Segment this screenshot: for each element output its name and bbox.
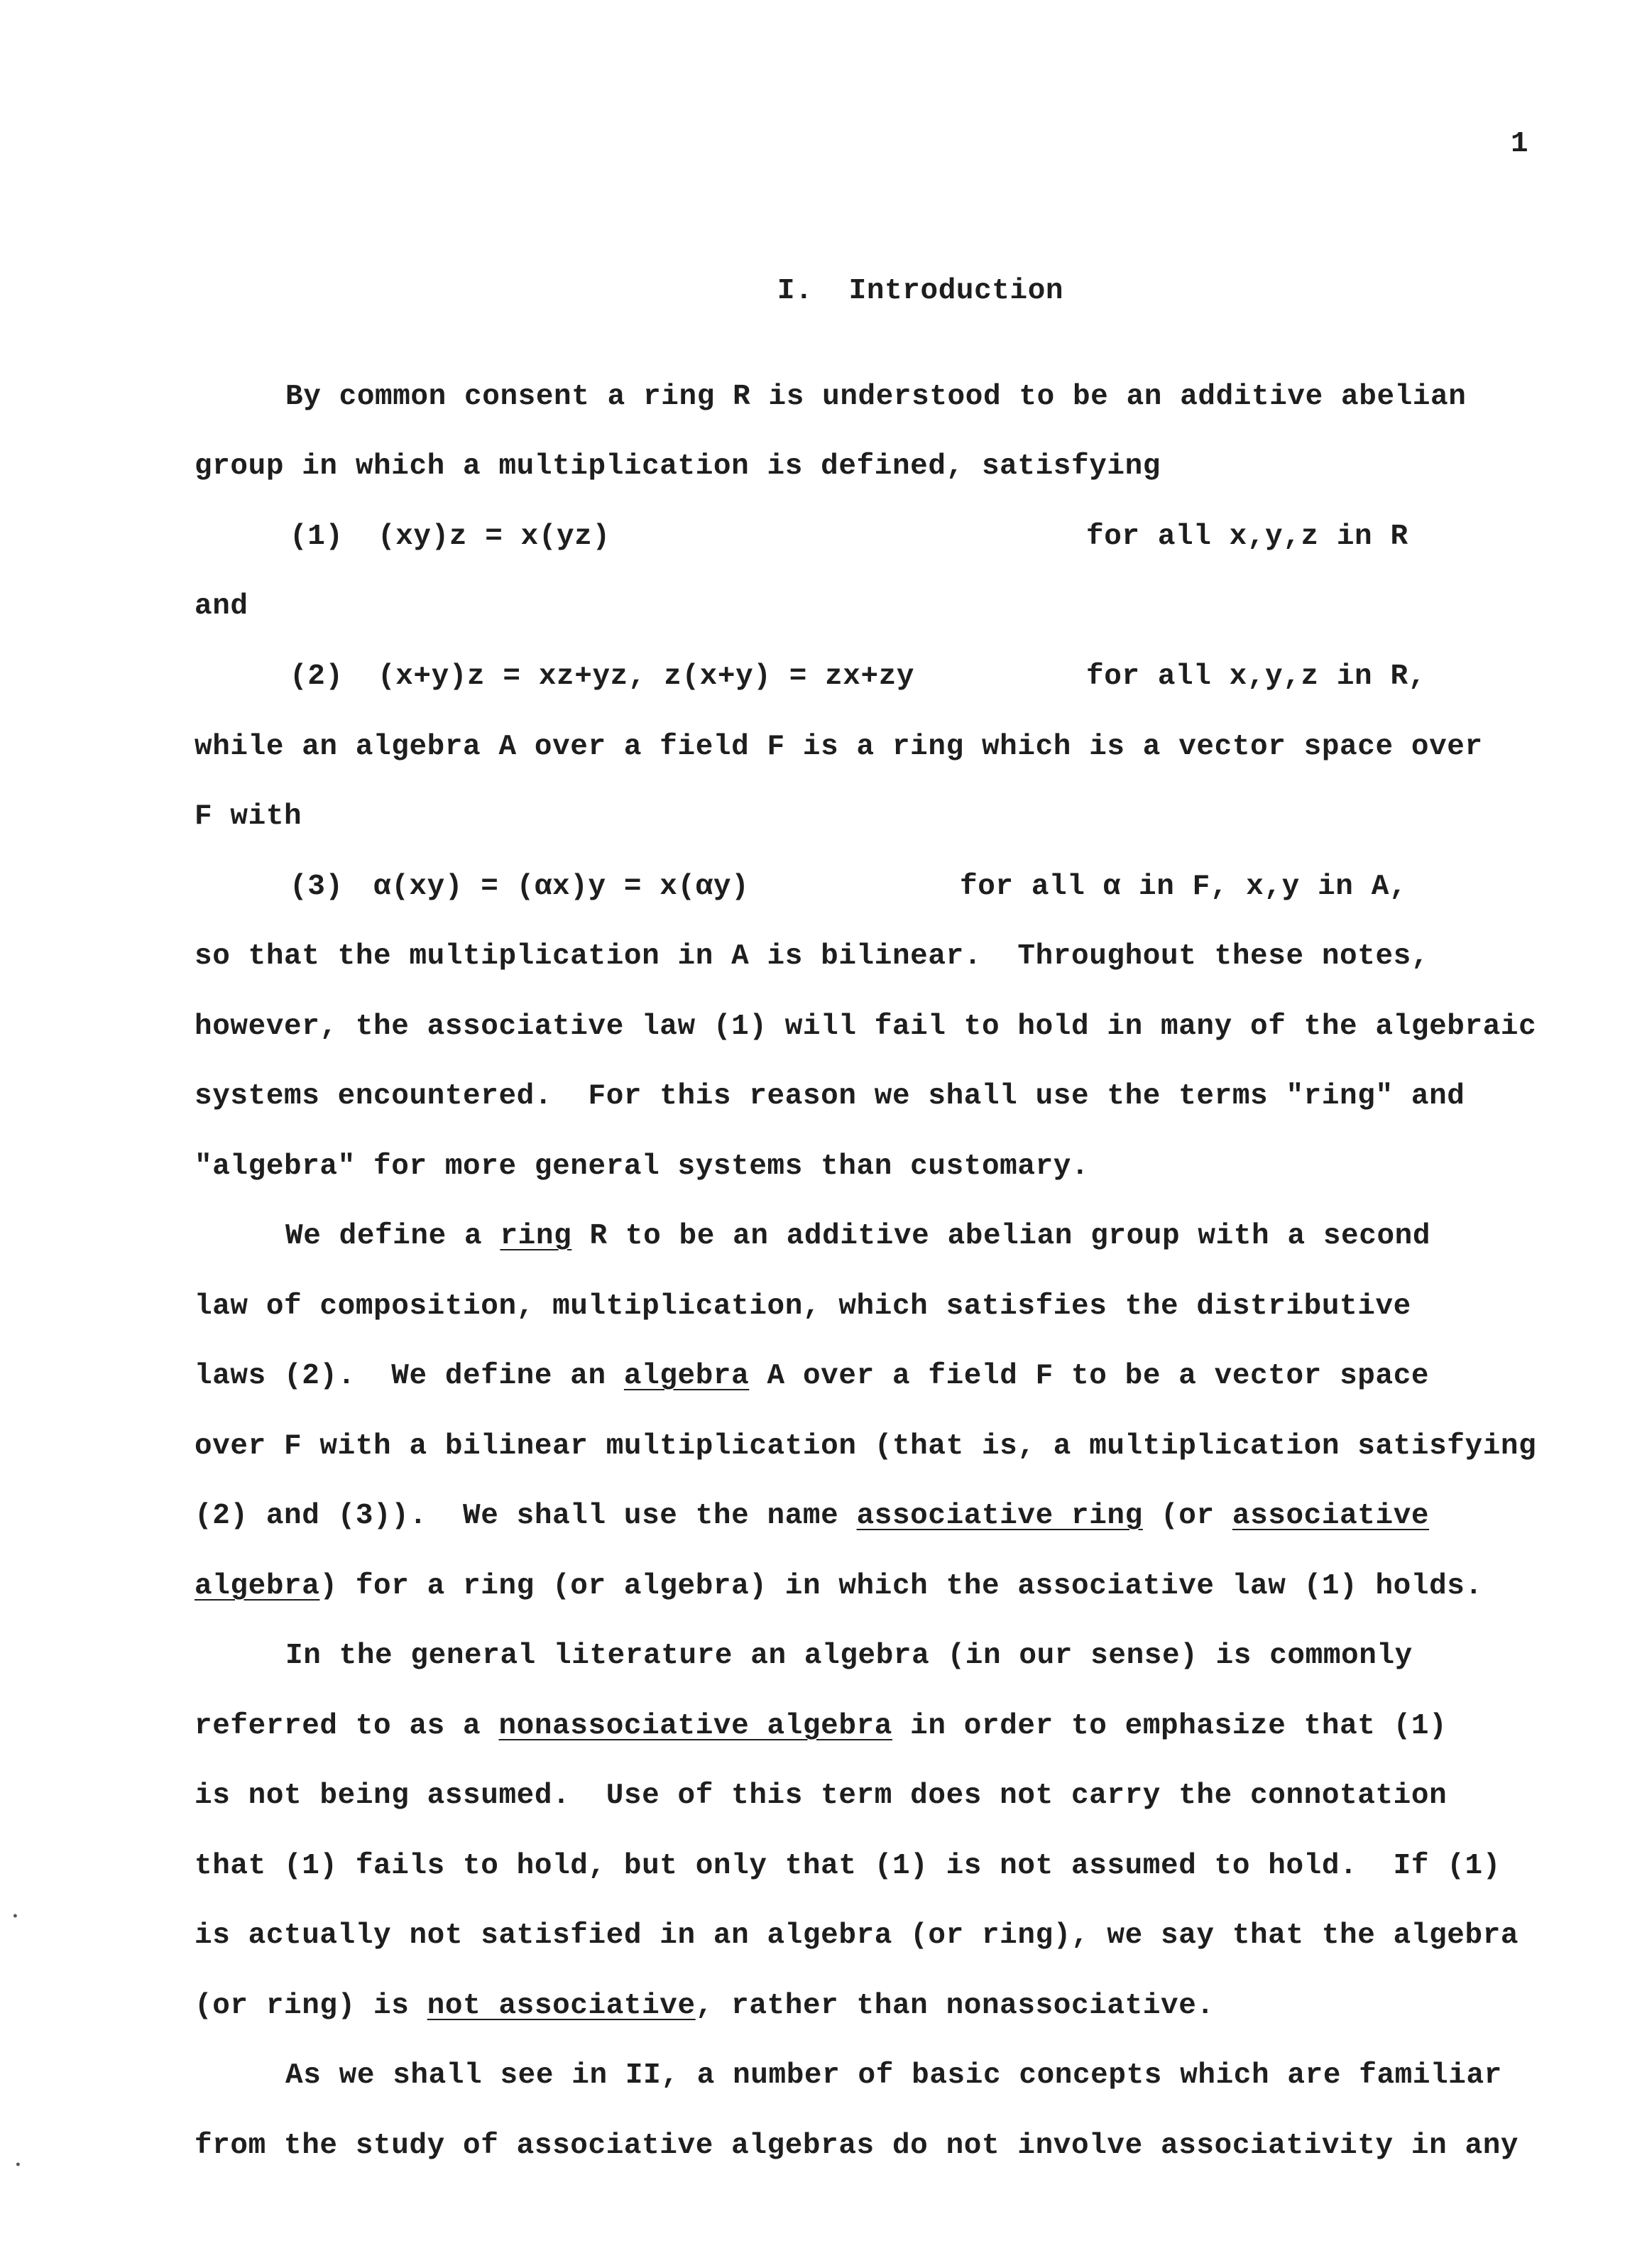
text-line: By common consent a ring R is understood to be an additive abelian xyxy=(285,381,1467,413)
text-run: R to be an additive abelian group with a second xyxy=(571,1220,1431,1253)
underlined-term: algebra xyxy=(195,1570,320,1603)
equation-label: (2) xyxy=(290,660,344,693)
text-line: so that the multiplication in A is bilinear. Throughout these notes, xyxy=(195,940,1430,973)
text-line: from the study of associative algebras do not involve associativity in any xyxy=(195,2130,1519,2162)
underlined-term: associative xyxy=(1232,1500,1430,1532)
underlined-term: associative ring xyxy=(856,1500,1143,1532)
text-run: ) for a ring (or algebra) in which the associative law (1) holds. xyxy=(319,1570,1483,1603)
text-line: over F with a bilinear multiplication (that is, a multiplication satisfying xyxy=(195,1430,1537,1463)
text-run: in order to emphasize that (1) xyxy=(892,1710,1448,1743)
equation-condition: for all x,y,z in R, xyxy=(1086,660,1426,693)
text-line: and xyxy=(195,590,248,623)
text-line xyxy=(285,1218,1430,1254)
text-run: We define a xyxy=(285,1220,500,1253)
text-run: (or ring) is xyxy=(195,1990,427,2022)
equation: α(xy) = (αx)y = x(αy) xyxy=(373,871,750,903)
text-line xyxy=(195,1498,1429,1534)
text-line: is not being assumed. Use of this term does not carry the connotation xyxy=(195,1779,1448,1812)
underlined-term: ring xyxy=(500,1220,572,1253)
underlined-term: nonassociative algebra xyxy=(498,1710,892,1743)
text-line: group in which a multiplication is defined, satisfying xyxy=(195,450,1161,483)
text-line: systems encountered. For this reason we shall use the terms "ring" and xyxy=(195,1080,1465,1113)
heading-title: Introduction xyxy=(848,275,1064,307)
equation-condition: for all α in F, x,y in A, xyxy=(960,871,1408,903)
equation-condition: for all x,y,z in R xyxy=(1086,520,1408,553)
equation-label: (1) xyxy=(290,520,344,553)
page-number: 1 xyxy=(1511,128,1529,160)
text-run: (or xyxy=(1142,1500,1232,1532)
text-line xyxy=(195,1358,1429,1394)
text-run: referred to as a xyxy=(195,1710,499,1743)
text-line: law of composition, multiplication, which satisfies the distributive xyxy=(195,1290,1411,1323)
equation-label: (3) xyxy=(290,871,344,903)
text-line: is actually not satisfied in an algebra (or ring), we say that the algebra xyxy=(195,1919,1519,1952)
text-line xyxy=(195,1569,1483,1604)
text-line: In the general literature an algebra (in our sense) is commonly xyxy=(285,1640,1413,1672)
text-line: As we shall see in II, a number of basic concepts which are familiar xyxy=(285,2059,1502,2092)
text-run: laws (2). We define an xyxy=(195,1360,624,1392)
section-heading xyxy=(706,238,1063,344)
scan-speck: • xyxy=(11,1910,19,1924)
text-line: F with xyxy=(195,800,302,833)
text-run: (2) and (3)). We shall use the name xyxy=(195,1500,857,1532)
text-line: "algebra" for more general systems than customary. xyxy=(195,1150,1090,1183)
text-run: A over a field F to be a vector space xyxy=(749,1360,1430,1392)
equation: (x+y)z = xz+yz, z(x+y) = zx+zy xyxy=(378,660,915,693)
heading-numeral: I. xyxy=(777,275,814,307)
underlined-term: not associative xyxy=(427,1990,696,2022)
underlined-term: algebra xyxy=(623,1360,750,1392)
text-line: that (1) fails to hold, but only that (1) is not assumed to hold. If (1) xyxy=(195,1850,1501,1882)
text-line: however, the associative law (1) will fail to hold in many of the algebraic xyxy=(195,1010,1537,1043)
scan-speck: • xyxy=(14,2159,22,2173)
text-line xyxy=(195,1988,1215,2024)
equation: (xy)z = x(yz) xyxy=(378,520,611,553)
text-line: while an algebra A over a field F is a ring which is a vector space over xyxy=(195,731,1483,763)
text-run: , rather than nonassociative. xyxy=(695,1990,1215,2022)
text-line xyxy=(195,1708,1447,1744)
